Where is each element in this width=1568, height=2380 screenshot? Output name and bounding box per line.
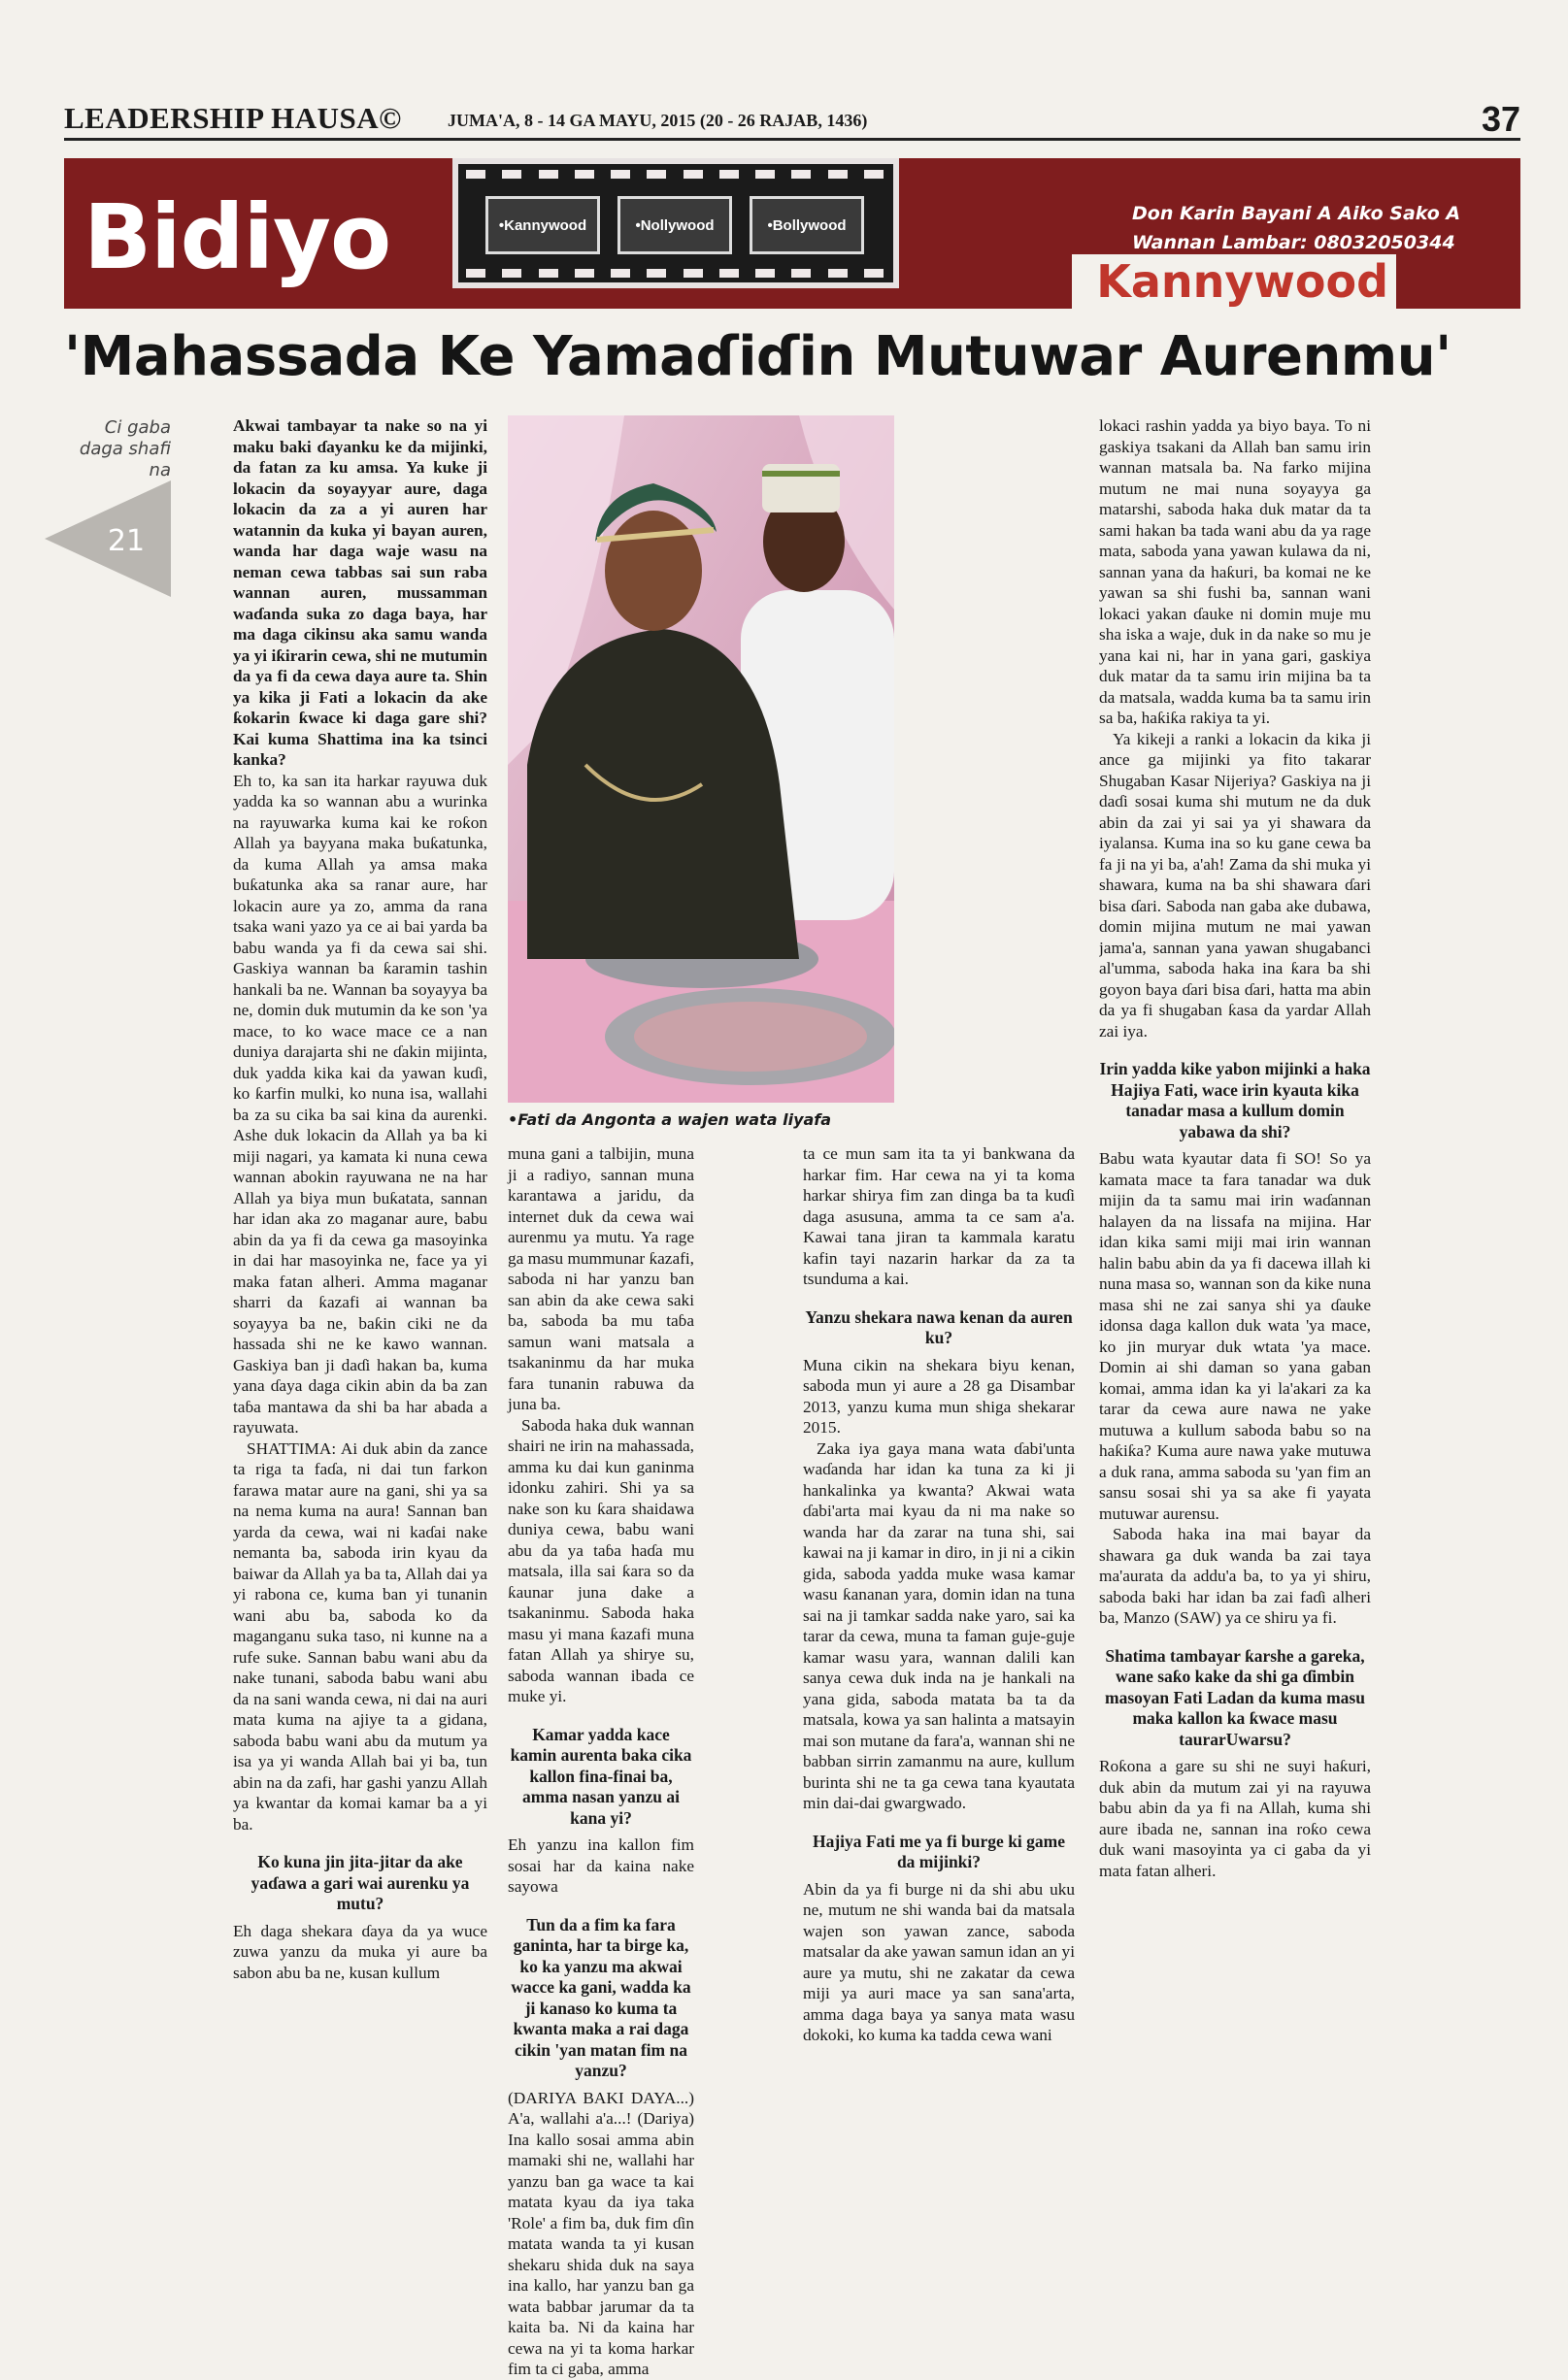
paragraph: Abin da ya fi burge ni da shi abu uku ne, mutum ne shi wanda bai da matsala wajen son yawan zance, saboda matsalar da ake yawan samun idan an yi aure ya mutu, shi ne zakatar da cewa miji ya auri mace ya san sana'arta, amma daga baya ya sanya mata wasu dokoki, ko kuma ka tadda cewa wani: [803, 1879, 1075, 2044]
paragraph: Muna cikin na shekara biyu kenan, saboda mun yi aure a 28 ga Disambar 2013, yanzu kuma mun shiga shekarar 2015.: [803, 1355, 1075, 1437]
section-banner: [64, 158, 1520, 309]
paragraph: Saboda haka duk wannan shairi ne irin na mahassada, amma ku dai kun ganinma idonku zahiri. Shi ya sa nake son ku ƙara shaidawa duniya cewa, babu wani abu da ya taɓa haɗa mu matsala, illa sai ƙara so da ƙaunar juna dake a tsakaninmu. Saboda haka masu yi mana ƙazafi muna fatan Allah ya shirye su, saboda wannan ibada ce muke yi.: [508, 1415, 694, 1705]
paragraph: Ya kikeji a ranki a lokacin da kika ji ance ga mijinki ya fito takarar Shugaban Kasar Nijeriya? Gaskiya na ji daɗi sosai kuma shi mutum ne da duk abin da zai yi sai ya yi shawara da iyalansa. Kuma ina so ku gane cewa ba fa ji na yi ba, a'ah! Zama da shi muka yi shawara, kuma na ba shi shawara ɗari bisa ɗari. Saboda nan gaba ake dubawa, domin mijina mutum ne mai yawan jama'a, sannan yana yawan shugabanci al'umma, saboda haka ina ƙara ba shi goyon baya ɗari bisa ɗari, hatta ma abin da ya fi shugaban ƙasa da yardar Allah zai iya.: [1099, 729, 1371, 1041]
film-frame-label: •Bollywood: [750, 196, 864, 254]
newspaper-name: LEADERSHIP HAUSA©: [64, 101, 402, 135]
interview-question: Irin yadda kike yabon mijinki a haka Hajiya Fati, wace irin kyauta kika tanadar masa a kullum domin yabawa da shi?: [1099, 1059, 1371, 1141]
paragraph: Eh to, ka san ita harkar rayuwa duk yadda ka so wannan abu a wurinka na rayuwarka kuma kai ke roƙon Allah ya bayyana maka buƙatunka, da kuma Allah ya amsa maka buƙatunka aka sa ranar aure, har lokacin aure ya zo, amma da rana tsaka wani yazo ya ce ai bai yarda ba babu wanda ya fi da cewa sai shi. Gaskiya wannan ba ƙaramin tashin hankali ba ne. Wannan ba soyayya ba ne, domin duk mutumin da ke son 'ya mace, to ko wace mace ce a nan duniya darajarta shi ne ɗakin mijinta, duk yadda kika kai da yawan kuɗi, ko ƙarfin mulki, ko nuna isa, wallahi ba za su cika ba sai kina da aurenki. Ashe duk lokacin da Allah ya ba ki miji nagari, ya kamata ki nuna cewa wannan abokin rayuwana ne na har Allah ya biya mun buƙatata, sannan har idan aka zo maganar aure, babu abin da ya fi da cewa ga masoyinka in dai har masoyinka ne, face ya yi maka fatan alheri. Amma maganar sharri da ƙazafi ai wannan ba soyayya ba ne, baƙin ciki ne da hassada shi ne ke kawo wannan. Gaskiya ban ji daɗi hakan ba, kuma yana ɗaya daga cikin abin da ba zan taɓa mantawa da shi ba har abada a rayuwata.: [233, 771, 487, 1437]
paragraph: ta ce mun sam ita ta yi bankwana da harkar fim. Har cewa na yi ta koma harkar shirya fim zan dinga ba ta kuɗi daga asusuna, amma ta ce sam a'a. Kawai tana jiran ta kammala karatu kafin tayi nazarin harkar da za ta tsunduma a kai.: [803, 1144, 1075, 1288]
paragraph: Eh daga shekara ɗaya da ya wuce zuwa yanzu da muka yi aure ba sabon abu ba ne, kusan kullum: [233, 1921, 487, 1982]
page-arrow-icon: [45, 480, 171, 597]
contact-line: Don Karin Bayani A Aiko Sako A: [1132, 203, 1461, 224]
section-title: Bidiyo: [83, 185, 391, 289]
couple-photo: [508, 415, 894, 1103]
interview-question: Hajiya Fati me ya fi burge ki game da mijinki?: [812, 1831, 1066, 1871]
film-frame-label: •Nollywood: [617, 196, 732, 254]
paragraph: (DARIYA BAKI DAYA...) A'a, wallahi a'a...! (Dariya) Ina kallo sosai amma abin mamaki shi ne, wallahi har yanzu ban ga wace ta kai matata kyau da iya taka 'Role' a fim ba, duk fim ɗin matata wanda ta yi kusan shekaru shida duk na saya ina kallo, har yanzu ban ga wata babbar jarumar da ta kaita ba. Ni da kaina har cewa na yi ta koma harkar fim ta ci gaba, amma: [508, 2088, 694, 2378]
interview-question: Shatima tambayar ƙarshe a gareka, wane saƙo kake da shi ga ɗimbin masoyan Fati Ladan da kuma masu maka kallon ka ƙwace masu taurarUwarsu?: [1105, 1645, 1365, 1749]
paragraph: Eh yanzu ina kallon fim sosai har da kaina nake sayowa: [508, 1835, 694, 1896]
paragraph: muna gani a talbijin, muna ji a radiyo, sannan muna karantawa a jaridu, da internet duk da cewa wai aurenmu ya mutu. Ya rage ga masu mummunar ƙazafi, saboda ni har yanzu ban san abin da ake cewa saki ba, saboda ba mu taɓa samun wani matsala a tsakaninmu da har muka fara tunanin rabuwa da juna ba.: [508, 1144, 694, 1413]
film-frame-label: •Kannywood: [485, 196, 600, 254]
paragraph: Zaka iya gaya mana wata ɗabi'unta waɗanda har idan ka tuna za ki ji hankalinka ya kwanta? Akwai wata ɗabi'arta mai kyau da ni ma nake so wanda har da zarar na tuna shi, sai kawai na ji kamar in diro, in ji ni a cikin gida, saboda yadda muke wasa kamar wasu ƙananan yara, domin idan na tuna sai na ji tamkar sadda nake yaro, sai ka tarar da cewa, muna ta faman guje-guje kamar wasu yara, wannan dalili kan sanya cewa duk inda na je hankali na yana gida, saboda matata ba ta da matsala, kowa ya san halinta a matsayin mai son mutane da fara'a, wannan shi ne babban sirrin zamanmu na aure, kullum burinta shi ne ta ga cewa tana kyautata min dai-dai gwargwado.: [803, 1438, 1075, 1812]
paragraph: lokaci rashin yadda ya biyo baya. To ni gaskiya tsakani da Allah ban samu irin wannan matsala ba. Na farko mijina mutum ne mai nuna soyayya ga matarshi, saboda haka duk matar da ta sami hakan ba tada wani abu da ya rage mata, saboda yana yawan kulawa da ni, sannan yana da haƙuri, ba komai ne ke yawan sa shi fushi ba, sannan wani lokaci yakan ɗauke ni domin muje mu sha iska a waje, duk in da nake so mu je yana kai ni, har in yana gari, gaskiya duk matar da ta samu irin mijina ba ta da matsala, wadda kuma ba ta samu irin sa ba, haƙiƙa rakiya ta yi.: [1099, 416, 1371, 727]
photo-caption: •Fati da Angonta a wajen wata liyafa: [508, 1110, 832, 1129]
article-column-2: [508, 1143, 694, 2380]
interview-question: Kamar yadda kace kamin aurenta baka cika kallon fina-finai ba, amma nasan yanzu ai kana yi?: [510, 1724, 692, 1828]
interview-question: Yanzu shekara nawa kenan da auren ku?: [805, 1306, 1073, 1347]
continued-page-number: 21: [107, 524, 146, 558]
article-headline: 'Mahassada Ke Yamaɗiɗin Mutuwar Aurenmu': [64, 325, 1451, 388]
article-column-3: [803, 1143, 1075, 2182]
paragraph: Roƙona a gare su shi ne suyi haƙuri, duk abin da mutum zai yi na rayuwa babu abin da ya fi na Allah, kuma shi aure ibada ne, sannan ina roƙo cewa duk wani masoyinta ya ci gaba da yi mata fatan alheri.: [1099, 1757, 1371, 1880]
article-column-1: [233, 415, 487, 1983]
contact-info: [1132, 199, 1501, 257]
article-column-4: [1099, 415, 1371, 2192]
paragraph: Saboda haka ina mai bayar da shawara ga duk wanda ba zai taya ma'aurata da addu'a ba, to ya yi shiru, saboda baki har idan ba zai faɗi alheri ba, Manzo (SAW) ya ce shiru ya fi.: [1099, 1525, 1371, 1627]
interview-question: Tun da a fim ka fara ganinta, har ta birge ka, ko ka yanzu ma akwai wacce ka gani, wadda ka ji kanaso ko kuma ta kwanta maka a rai daga cikin 'yan matan fim na yanzu?: [511, 1914, 691, 2080]
interview-question: Ko kuna jin jita-jitar da ake yaɗawa a gari wai aurenku ya mutu?: [250, 1852, 470, 1913]
issue-date: JUMA'A, 8 - 14 GA MAYU, 2015 (20 - 26 RAJAB, 1436): [448, 111, 868, 130]
paragraph: Babu wata kyautar data fi SO! So ya kamata mace ta fara tanadar wa duk mijin da ta samu mai irin waɗannan halayen da na lissafa na mijina. Har idan kika sami miji mai irin wannan halin babu abin da ya fi dacewa illah ki nuna masa so, wannan son da kike nuna masa shi ne zai sanya shi ya ɗauke idonsa daga kallon duk wata 'ya mace, ko jin muryar duk wtata 'ya mace. Domin ai shi daman so yana gaban komai, amma idan ka yi la'akari za ka tarar da cewa aure nawa ne yake mutuwa a kullum saboda babu so na haƙiƙa? Kuma aure nawa yake mutuwa a duk rana, amma saboda su 'yan fim an sansu sosai shi ya sa ake fi yayata mutuwar aurensu.: [1099, 1149, 1371, 1523]
film-strip-graphic: [452, 158, 899, 288]
category-tag: Kannywood: [1072, 254, 1396, 309]
contact-phone: Wannan Lambar: 08032050344: [1132, 232, 1455, 253]
intro-question: Akwai tambayar ta nake so na yi maku baki ɗayanku ke da mijinki, da fatan za ku amsa. Ya kuke ji lokacin da soyayyar aure, daga lokacin da za a yi auren har watannin da kuka yi bayan auren, wanda har daga waje wasu na neman cewa tabbas sai sun raba wannan auren, mussamman waɗanda suka zo daga baya, har ma daga cikinsu aka samu wanda ya yi iƙirarin cewa, shi ne mutumin da ya fi da cewa daya aure ta. Shin ya kika ji Fati a lokacin da ake ƙokarin ƙwace ki daga gare shi? Kai kuma Shattima ina ka tsinci kanka?: [233, 416, 487, 769]
masthead: [64, 99, 1520, 141]
paragraph: SHATTIMA: Ai duk abin da zance ta riga ta faɗa, ni dai tun farkon farawa matar aure na gani, shi ya sa na nema kuma na aura! Sannan ban yarda da cewa, wai ni kaɗai nake nemanta ba, saboda irin kyau da baiwar da Allah ya ba ta, Allah dai ya yi rabona ce, kuma ban yi tunanin wani abu ba, saboda ko da maganganu suka taso, ni kunne na a rufe suke. Sannan babu wani abu da nake tunani, saboda babu wani abu da na sani wanda cewa, ni dai na auri mata kuma na ajiye ta a gidana, saboda babu wani abu da mutum ya isa ya yi wanda Allah bai yi ba, tun abin na da zafi, har gashi yanzu Allah ya kwantar da komai kamar ba a yi ba.: [233, 1438, 487, 1834]
page-number: 37: [1481, 99, 1520, 139]
continued-from-label: Ci gaba daga shafi na: [79, 417, 171, 480]
